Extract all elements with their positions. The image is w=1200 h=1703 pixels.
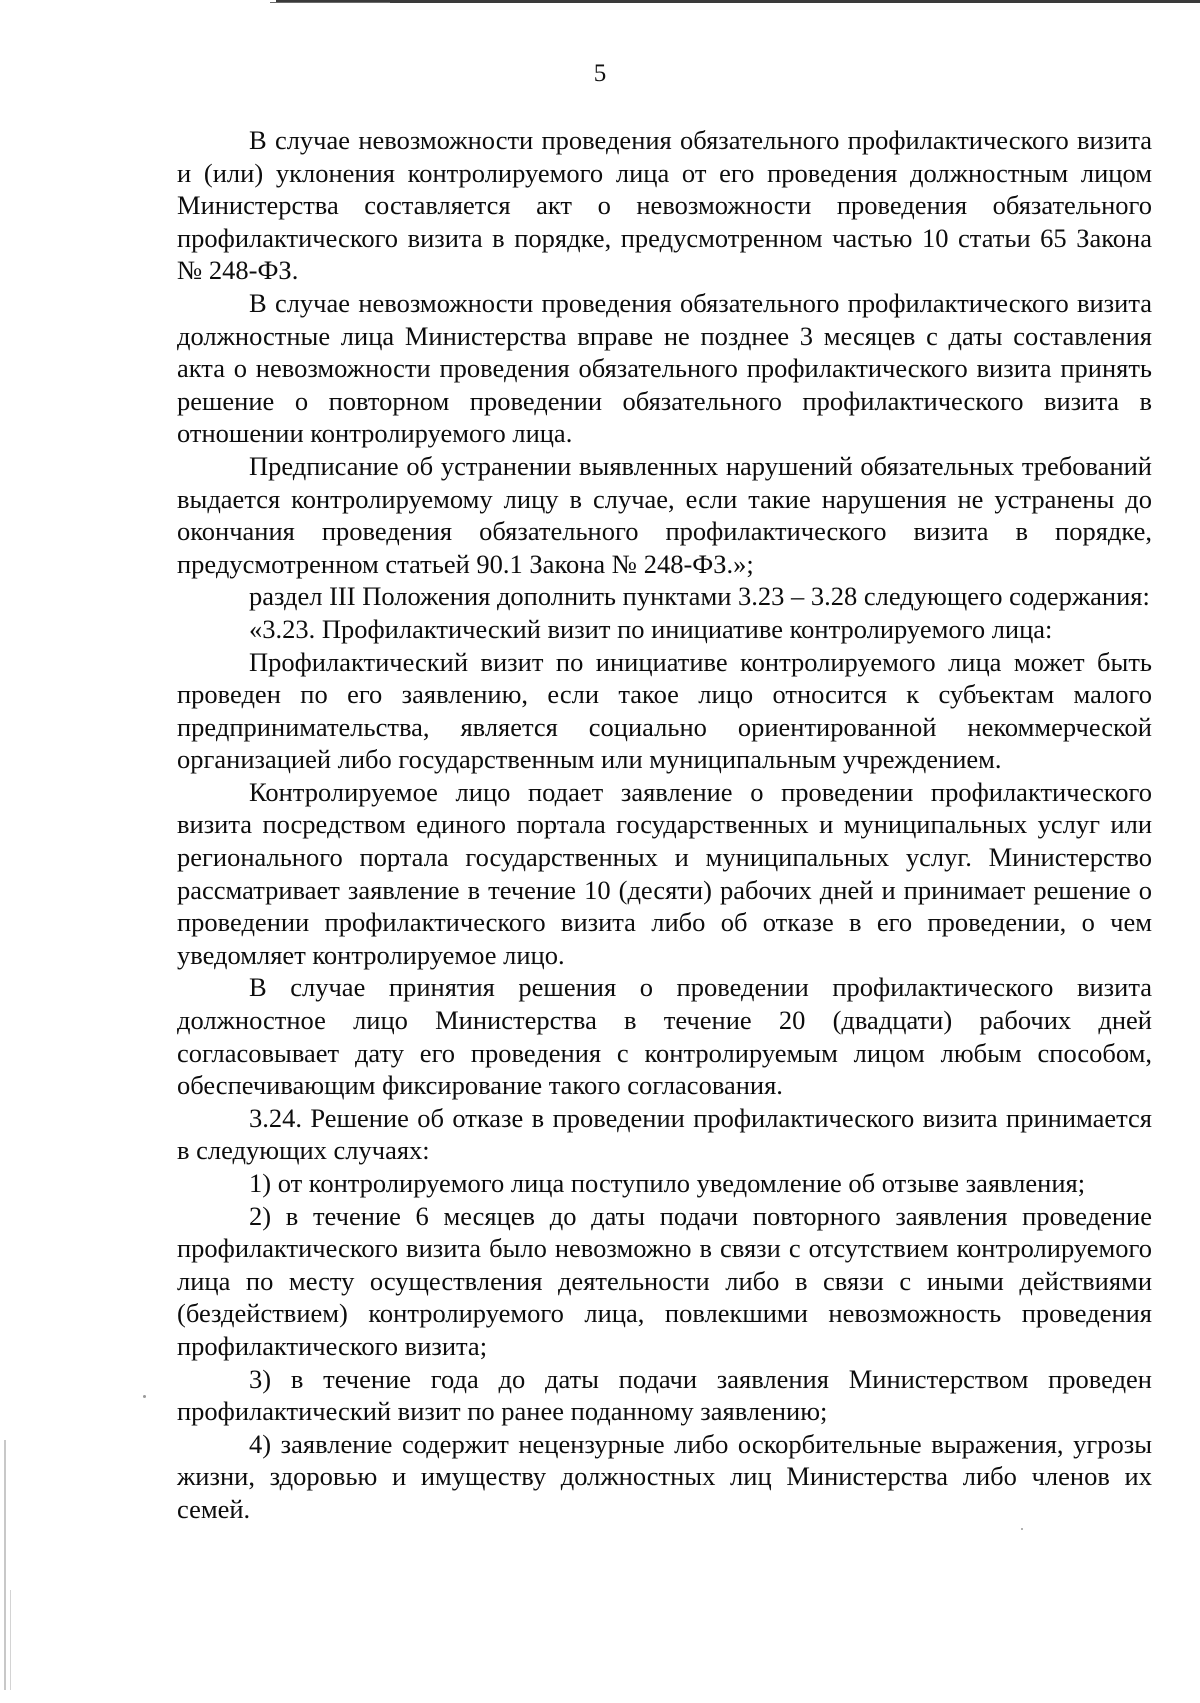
paragraph: Профилактический визит по инициативе контролируемого лица может быть проведен по его заявлению, если такое лицо относится к субъектам малого предпринимательства, является социально ориентированной некоммерческой организацией либо государственным или муниципальным учреждением. — [177, 646, 1152, 775]
paragraph: 3.24. Решение об отказе в проведении профилактического визита принимается в следующих случаях: — [177, 1102, 1152, 1166]
paragraph: «3.23. Профилактический визит по инициативе контролируемого лица: — [249, 613, 1053, 644]
scan-speck — [1021, 1528, 1023, 1530]
scan-speck — [143, 1395, 146, 1398]
document-body — [177, 124, 1152, 1526]
paragraph: 3) в течение года до даты подачи заявления Министерством проведен профилактический визит по ранее поданному заявлению; — [177, 1363, 1152, 1427]
paragraph: 1) от контролируемого лица поступило уведомление об отзыве заявления; — [249, 1168, 1086, 1198]
paragraph: 4) заявление содержит нецензурные либо оскорбительные выражения, угрозы жизни, здоровью и имуществу должностных лиц Министерства либо членов их семей. — [177, 1428, 1152, 1524]
paragraph: Предписание об устранении выявленных нарушений обязательных требований выдается контролируемому лицу в случае, если такие нарушения не устранены до окончания проведения обязательного профилактического визита в порядке, предусмотренном статьей 90.1 Закона № 248-ФЗ.»; — [177, 450, 1152, 579]
paragraph: 2) в течение 6 месяцев до даты подачи повторного заявления проведение профилактического визита было невозможно в связи с отсутствием контролируемого лица по месту осуществления деятельности либо в связи с иными действиями (бездействием) контролируемого лица, повлекшими невозможность проведения профилактического визита; — [177, 1200, 1152, 1361]
page-number: 5 — [593, 60, 607, 87]
paragraph: раздел III Положения дополнить пунктами 3.23 – 3.28 следующего содержания: — [249, 581, 1150, 612]
paragraph: Контролируемое лицо подает заявление о проведении профилактического визита посредством единого портала государственных и муниципальных услуг или регионального портала государственных и муниципальных услуг. Министерство рассматривает заявление в течение 10 (десяти) рабочих дней и принимает решение о проведении профилактического визита либо об отказе в его проведении, о чем уведомляет контролируемое лицо. — [177, 776, 1152, 970]
scan-edge-top-mark — [270, 2, 390, 3]
scan-edge-left-mark — [10, 1590, 11, 1690]
paragraph: В случае принятия решения о проведении профилактического визита должностное лицо Министерства в течение 20 (двадцати) рабочих дней согласовывает дату его проведения с контролируемым лицом любым способом, обеспечивающим фиксирование такого согласования. — [177, 972, 1152, 1101]
paragraph: В случае невозможности проведения обязательного профилактического визита должностные лица Министерства вправе не позднее 3 месяцев с даты составления акта о невозможности проведения обязательного профилактического визита принять решение о повторном проведении обязательного профилактического визита в отношении контролируемого лица. — [177, 287, 1152, 449]
scan-edge-top — [276, 0, 1200, 3]
paragraph: В случае невозможности проведения обязательного профилактического визита и (или) уклонения контролируемого лица от его проведения должностным лицом Министерства составляется акт о невозможности проведения обязательного профилактического визита в порядке, предусмотренном частью 10 статьи 65 Закона № 248-ФЗ. — [177, 125, 1152, 286]
scan-edge-left — [4, 1440, 6, 1690]
